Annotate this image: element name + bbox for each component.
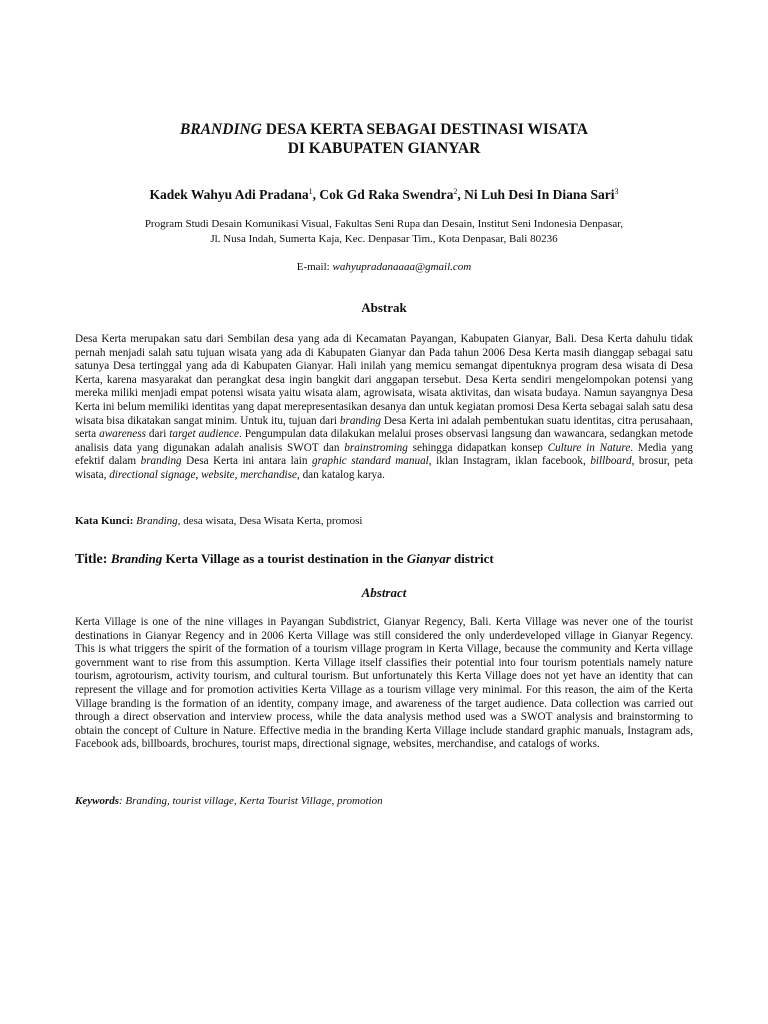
author-separator: , [312,187,320,202]
keywords [75,795,693,809]
abstrak-body [75,333,693,483]
author-2-affil-mark: 2 [453,187,458,196]
affiliation [60,217,708,246]
english-title [75,551,693,568]
email-address[interactable]: wahyupradanaaaa@gmail.com [332,261,472,273]
abstrak-italic: merchandise [240,468,297,481]
kata-kunci-italic: Branding, [136,515,181,527]
title-line-1 [60,120,708,139]
affiliation-line-1: Program Studi Desain Komunikasi Visual, Fakultas Seni Rupa dan Desain, Institut Seni Indonesia Denpasar, [144,218,624,230]
title-line-2: DI KABUPATEN GIANYAR [287,140,481,157]
abstrak-text: . Pengumpulan data dilakukan melalui proses observasi langsung dan wawancara, sedangkan metode analisis data yang digunakan adalah analisis SWOT dan [75,428,693,454]
abstrak-italic: branding [339,414,381,427]
email-line [60,260,708,274]
author-3: Ni Luh Desi In Diana Sari [464,187,615,202]
english-title-italic: Gianyar [406,551,451,566]
english-title-text: district [450,551,494,566]
abstrak-text: , iklan Instagram, iklan facebook, [428,455,591,468]
abstrak-italic: directional signage [109,468,196,481]
paper-title [60,120,708,158]
abstrak-italic: brainstroming [344,441,408,454]
email-label: E-mail: [296,261,333,273]
author-1-affil-mark: 1 [308,187,313,196]
abstract-heading: Abstract [361,585,407,600]
author-separator: , [457,187,465,202]
author-2: Cok Gd Raka Swendra [319,187,454,202]
author-1: Kadek Wahyu Adi Pradana [149,187,309,202]
abstrak-text: . Media yang efektif dalam [75,441,693,468]
kata-kunci-label: Kata Kunci: [75,515,137,527]
abstrak-text: dari [145,428,170,441]
title-line-1-rest: DESA KERTA SEBAGAI DESTINASI WISATA [261,121,588,138]
abstrak-text: Desa Kerta ini antara lain [181,455,312,468]
abstrak-text: , [195,468,202,481]
kata-kunci [75,515,693,529]
keywords-text: : Branding, tourist village, Kerta Tourist Village, promotion [119,795,383,807]
abstrak-italic: graphic standard manual [311,455,429,468]
abstrak-italic: branding [140,455,182,468]
abstrak-text: sehingga didapatkan konsep [407,441,548,454]
abstrak-italic: Culture in Nature [547,441,631,454]
abstrak-text: , [234,468,241,481]
abstrak-text: Desa Kerta merupakan satu dari Sembilan desa yang ada di Kecamatan Payangan, Kabupaten Gianyar, Bali. Desa Kerta dahulu tidak pernah menjadi salah satu tujuan wisata yang ada di Kabupaten Gianyar dan Pada tahun 2006 Desa Kerta masih dianggap sebagai satu satunya Desa tertinggal yang ada di Kabupaten Gianyar. Hali inilah yang memicu semangat dipentuknya program desa wisata di Desa Kerta, karena masyarakat dan perangkat desa ingin bangkit dari anggapan tersebut. Desa Kerta sendiri mengelompokan potensi yang mereka miliki menjadi empat potensi wisata yaitu wisata alam, agrowisata, wisata aktivitas, dan wisata budaya. Namun sayangnya Desa Kerta ini belum memiliki identitas yang dapat merepresentasikan desanya dan untuk kegiatan promosi Desa Kerta sebagai salah satu desa wisata bisa dikatakan sangat minim. Untuk itu, tujuan dari [75,333,693,427]
abstrak-text: Desa Kerta ini adalah pembentukan suatu identitas, citra perusahaan, serta [75,414,693,441]
abstract-body: Kerta Village is one of the nine villages in Payangan Subdistrict, Gianyar Regency, Bali. Kerta Village was never one of the tourist destinations in Gianyar Regency and in 2006 Kerta Village was still considered the only underdeveloped village in Gianyar Regency. This is what triggers the spirit of the formation of a tourism village program in Kerta Village, because the community and Kerta village government want to rise from this assumption. Kerta Village itself classifies their potential into four tourism potentials namely nature tourism, agrotourism, activity tourism, and cultural tourism. But unfortunately this Kerta Village does not yet have an identity that can represent the village and for promotion activities Kerta Village as a tourism village very minimal. For this reason, the aim of the Kerta Village branding is the formation of an identity, company image, and awareness of the target audience. Data collection was carried out through a direct observation and interview process, while the data analysis method used was a SWOT analysis and brainstorming to obtain the concept of Culture in Nature. Effective media in the branding Kerta Village include standard graphic manuals, Instagram ads, Facebook ads, billboards, brochures, tourist maps, directional signage, websites, merchandise, and catalogs of works. [75,616,693,751]
author-list [60,183,708,204]
kata-kunci-text: desa wisata, Desa Wisata Kerta, promosi [180,515,363,527]
abstrak-heading: Abstrak [361,300,407,315]
title-italic-word: BRANDING [180,121,262,138]
abstrak-italic: billboard [590,455,632,468]
abstrak-text: , dan katalog karya. [296,468,385,481]
abstrak-text: , brosur, peta wisata, [75,455,693,481]
english-title-lead: Title: [75,552,111,567]
abstrak-italic: website [201,468,235,481]
abstrak-italic: target audience [169,428,239,441]
abstrak-italic: awareness [99,428,146,441]
affiliation-line-2: Jl. Nusa Indah, Sumerta Kaja, Kec. Denpasar Tim., Kota Denpasar, Bali 80236 [210,232,558,245]
author-3-affil-mark: 3 [614,187,619,196]
english-title-italic: Branding [110,551,163,566]
english-title-text: Kerta Village as a tourist destination in the [162,551,407,566]
keywords-label: Keywords [75,795,119,807]
